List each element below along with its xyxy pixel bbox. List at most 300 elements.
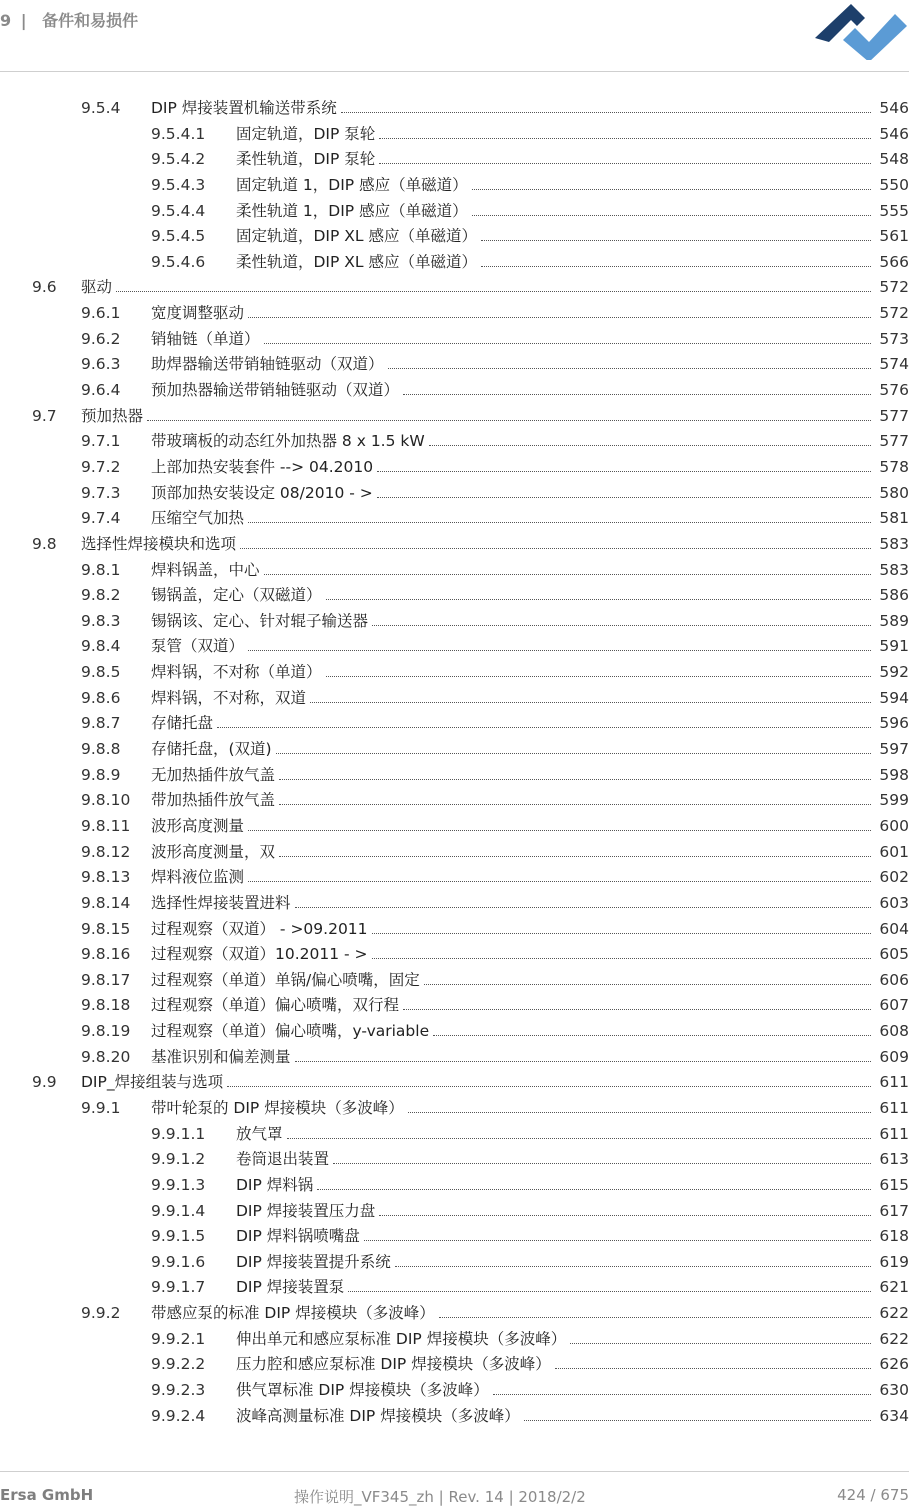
toc-entry-title-line (81, 1070, 871, 1096)
toc-entry-title-line (151, 378, 871, 404)
toc-entry-number: 9.9.1.7 (151, 1278, 206, 1297)
toc-entry-title-line (151, 506, 871, 532)
toc-entry-title: 预加热器 (81, 406, 144, 425)
toc-entry-number: 9.7.3 (81, 483, 121, 502)
toc-entry-title-line (236, 1275, 871, 1301)
header-divider (0, 71, 909, 72)
toc-dot-leader (408, 1111, 871, 1113)
toc-dot-leader (388, 367, 871, 369)
toc-entry-title: 顶部加热安装设定 08/2010 - > (151, 483, 373, 502)
toc-entry-page: 622 (879, 1329, 909, 1348)
toc-entry-title-line (236, 224, 871, 250)
toc-entry-number: 9.8.7 (81, 714, 121, 733)
toc-entry-title: 选择性焊接模块和选项 (81, 534, 237, 553)
toc-entry-page: 577 (879, 406, 909, 425)
toc-dot-leader (377, 496, 871, 498)
chapter-title: 备件和易损件 (42, 11, 139, 30)
toc-entry[interactable] (0, 455, 909, 481)
toc-entry-title-line (151, 429, 871, 455)
toc-entry-number: 9.8.14 (81, 893, 131, 912)
toc-entry[interactable] (0, 1199, 909, 1225)
toc-entry[interactable] (0, 173, 909, 199)
toc-entry-title-line (151, 634, 871, 660)
toc-entry-number: 9.5.4 (81, 99, 121, 117)
toc-entry[interactable] (0, 352, 909, 378)
toc-entry-page: 605 (879, 945, 909, 964)
toc-dot-leader (403, 1008, 871, 1010)
toc-entry-title: DIP 焊接装置提升系统 (236, 1252, 391, 1271)
toc-entry-title-line (236, 199, 871, 225)
toc-entry-title: 过程观察（双道）10.2011 - > (151, 945, 368, 964)
toc-entry-title: 焊料液位监测 (151, 868, 245, 887)
toc-entry[interactable] (0, 275, 909, 301)
toc-entry-page: 602 (879, 868, 909, 887)
toc-entry-number: 9.7 (32, 406, 57, 425)
toc-entry-number: 9.8.10 (81, 791, 131, 810)
toc-entry-title: 柔性轨道，DIP 泵轮 (236, 150, 376, 169)
toc-dot-leader (279, 803, 871, 805)
toc-entry-title: 助焊器输送带销轴链驱动（双道） (151, 355, 384, 374)
toc-entry[interactable] (0, 840, 909, 866)
toc-entry-title-line (151, 352, 871, 378)
toc-entry[interactable] (0, 1122, 909, 1148)
toc-entry-title-line (236, 1250, 871, 1276)
toc-entry-page: 611 (879, 1124, 909, 1143)
toc-entry[interactable] (0, 993, 909, 1019)
toc-dot-leader (403, 393, 871, 395)
toc-entry-title-line (151, 788, 871, 814)
toc-entry-title-line (151, 1045, 871, 1071)
toc-entry-page: 613 (879, 1150, 909, 1169)
toc-entry-number: 9.8.20 (81, 1047, 131, 1066)
chapter-number: 9 (0, 11, 12, 30)
toc-entry[interactable] (0, 224, 909, 250)
toc-entry-number: 9.6.3 (81, 355, 121, 374)
toc-entry-title: 带玻璃板的动态红外加热器 8 x 1.5 kW (151, 432, 425, 451)
toc-entry-title: 固定轨道，DIP 泵轮 (236, 124, 376, 143)
toc-entry-page: 618 (879, 1227, 909, 1246)
toc-entry-title-line (236, 1352, 871, 1378)
toc-dot-leader (439, 1316, 871, 1318)
toc-entry-title-line (151, 609, 871, 635)
toc-entry-page: 555 (879, 201, 909, 220)
toc-entry-title-line (236, 147, 871, 173)
toc-entry-title: 存储托盘 (151, 714, 214, 733)
toc-entry-title-line (151, 840, 871, 866)
toc-entry[interactable] (0, 1045, 909, 1071)
footer-document-info: 操作说明_VF345_zh | Rev. 14 | 2018/2/2 (294, 1488, 586, 1506)
toc-entry-title-line (81, 275, 871, 301)
toc-dot-leader (433, 1034, 871, 1036)
toc-entry-title-line (151, 660, 871, 686)
toc-entry[interactable] (0, 814, 909, 840)
toc-entry-page: 561 (879, 227, 909, 246)
toc-entry-page: 591 (879, 637, 909, 656)
toc-entry-title-line (151, 558, 871, 584)
toc-entry[interactable] (0, 609, 909, 635)
toc-entry-number: 9.8.17 (81, 970, 131, 989)
toc-entry[interactable] (0, 506, 909, 532)
toc-entry-title-line (236, 173, 871, 199)
toc-entry-page: 583 (879, 560, 909, 579)
toc-entry-page: 611 (879, 1073, 909, 1092)
toc-entry[interactable] (0, 327, 909, 353)
toc-entry-number: 9.9.2.2 (151, 1355, 206, 1374)
toc-entry[interactable] (0, 1352, 909, 1378)
toc-dot-leader (279, 778, 871, 780)
toc-entry-title: 波形高度测量 (151, 816, 245, 835)
toc-dot-leader (379, 1214, 871, 1216)
toc-entry-title: 固定轨道 1，DIP 感应（单磁道） (236, 175, 468, 194)
toc-entry-page: 573 (879, 329, 909, 348)
toc-entry-page: 599 (879, 791, 909, 810)
toc-dot-leader (279, 855, 871, 857)
toc-entry-number: 9.8.19 (81, 1022, 131, 1041)
toc-entry-title-line (236, 1173, 871, 1199)
toc-entry-page: 574 (879, 355, 909, 374)
toc-entry[interactable] (0, 147, 909, 173)
toc-entry-title-line (236, 1199, 871, 1225)
toc-entry-page: 609 (879, 1047, 909, 1066)
toc-entry-title: DIP 焊接装置压力盘 (236, 1201, 376, 1220)
toc-entry-title-line (151, 737, 871, 763)
toc-entry-number: 9.5.4.4 (151, 201, 206, 220)
toc-entry-title: 基准识别和偏差测量 (151, 1047, 291, 1066)
toc-entry[interactable] (0, 737, 909, 763)
toc-entry-title: 过程观察（单道）偏心喷嘴，y-variable (151, 1022, 430, 1041)
toc-entry-title-line (151, 968, 871, 994)
toc-entry-page: 621 (879, 1278, 909, 1297)
toc-entry-number: 9.8.8 (81, 740, 121, 759)
toc-entry[interactable] (0, 942, 909, 968)
toc-entry-number: 9.8.12 (81, 842, 131, 861)
toc-entry-title-line (236, 1224, 871, 1250)
toc-entry[interactable] (0, 481, 909, 507)
toc-dot-leader (372, 957, 871, 959)
toc-entry[interactable] (0, 1378, 909, 1404)
footer-company: Ersa GmbH (0, 1486, 94, 1504)
toc-entry-title: 存储托盘，(双道) (151, 740, 272, 759)
toc-entry[interactable] (0, 1404, 909, 1430)
toc-entry-number: 9.9.1.5 (151, 1227, 206, 1246)
toc-entry[interactable] (0, 1250, 909, 1276)
chapter-separator: | (20, 11, 27, 30)
toc-entry-title: 柔性轨道，DIP XL 感应（单磁道） (236, 252, 477, 271)
toc-entry-number: 9.8.15 (81, 919, 131, 938)
toc-entry-title: 选择性焊接装置进料 (151, 893, 291, 912)
toc-entry-title: 过程观察（单道）单锅/偏心喷嘴，固定 (151, 970, 420, 989)
toc-entry[interactable] (0, 968, 909, 994)
toc-entry-page: 546 (879, 99, 909, 117)
toc-entry[interactable] (0, 891, 909, 917)
toc-entry-title: 带加热插件放气盖 (151, 791, 276, 810)
toc-entry-title-line (151, 1019, 871, 1045)
toc-dot-leader (240, 547, 871, 549)
toc-entry-number: 9.6.2 (81, 329, 121, 348)
toc-entry-title: 过程观察（单道）偏心喷嘴，双行程 (151, 996, 400, 1015)
toc-entry-title: 销轴链（单道） (151, 329, 260, 348)
toc-entry-number: 9.5.4.2 (151, 150, 206, 169)
toc-dot-leader (217, 726, 871, 728)
toc-entry[interactable] (0, 558, 909, 584)
toc-entry-title: 无加热插件放气盖 (151, 765, 276, 784)
toc-dot-leader (372, 932, 871, 934)
toc-entry-page: 586 (879, 586, 909, 605)
toc-entry-page: 622 (879, 1304, 909, 1323)
toc-entry-page: 580 (879, 483, 909, 502)
toc-entry-number: 9.6 (32, 278, 57, 297)
toc-entry-title: 带叶轮泵的 DIP 焊接模块（多波峰） (151, 1098, 404, 1117)
toc-entry[interactable] (0, 404, 909, 430)
toc-entry-number: 9.8.9 (81, 765, 121, 784)
toc-dot-leader (364, 1239, 871, 1241)
toc-entry-number: 9.5.4.1 (151, 124, 206, 143)
toc-entry-number: 9.9.1.3 (151, 1175, 206, 1194)
toc-entry[interactable] (0, 532, 909, 558)
toc-entry[interactable] (0, 1070, 909, 1096)
toc-entry-number: 9.9.1.6 (151, 1252, 206, 1271)
toc-dot-leader (317, 1188, 871, 1190)
toc-entry[interactable] (0, 1224, 909, 1250)
toc-entry-page: 550 (879, 175, 909, 194)
toc-entry[interactable] (0, 583, 909, 609)
toc-entry-title: 卷筒退出装置 (236, 1150, 330, 1169)
toc-entry-title-line (236, 122, 871, 148)
toc-dot-leader (264, 573, 871, 575)
toc-entry-page: 606 (879, 970, 909, 989)
toc-dot-leader (481, 239, 871, 241)
toc-entry[interactable] (0, 1019, 909, 1045)
toc-dot-leader (248, 880, 871, 882)
toc-entry[interactable] (0, 96, 909, 122)
toc-entry-title-line (151, 891, 871, 917)
toc-entry-title-line (151, 455, 871, 481)
toc-entry[interactable] (0, 122, 909, 148)
toc-dot-leader (379, 137, 871, 139)
toc-entry[interactable] (0, 301, 909, 327)
toc-entry-page: 572 (879, 278, 909, 297)
toc-entry-number: 9.7.4 (81, 509, 121, 528)
toc-entry-page: 630 (879, 1381, 909, 1400)
toc-dot-leader (493, 1393, 871, 1395)
toc-entry-page: 548 (879, 150, 909, 169)
toc-entry-page: 566 (879, 252, 909, 271)
toc-dot-leader (481, 265, 871, 267)
toc-entry-title-line (236, 1147, 871, 1173)
toc-entry-title: DIP 焊接装置泵 (236, 1278, 345, 1297)
toc-dot-leader (310, 701, 871, 703)
toc-dot-leader (372, 624, 871, 626)
toc-entry-page: 597 (879, 740, 909, 759)
toc-entry-title-line (151, 96, 871, 122)
toc-entry-number: 9.9.1.4 (151, 1201, 206, 1220)
toc-entry-title-line (151, 1096, 871, 1122)
toc-entry-title: 波形高度测量，双 (151, 842, 276, 861)
toc-entry-title: 宽度调整驱动 (151, 304, 245, 323)
toc-entry-title: 焊料锅，不对称（单道） (151, 663, 322, 682)
toc-entry-page: 592 (879, 663, 909, 682)
toc-entry-title: 固定轨道，DIP XL 感应（单磁道） (236, 227, 477, 246)
toc-entry-page: 546 (879, 124, 909, 143)
toc-entry-title-line (151, 763, 871, 789)
toc-entry-number: 9.6.4 (81, 381, 121, 400)
toc-entry-page: 594 (879, 688, 909, 707)
toc-entry-page: 634 (879, 1406, 909, 1425)
toc-entry-title-line (151, 583, 871, 609)
toc-dot-leader (295, 906, 871, 908)
toc-entry-number: 9.8.3 (81, 611, 121, 630)
toc-dot-leader (326, 675, 871, 677)
toc-dot-leader (524, 1419, 871, 1421)
toc-entry-page: 601 (879, 842, 909, 861)
toc-entry-title: DIP 焊接装置机输送带系统 (151, 99, 337, 117)
toc-dot-leader (227, 1085, 871, 1087)
toc-entry-title-line (151, 814, 871, 840)
toc-dot-leader (264, 342, 871, 344)
toc-entry-number: 9.7.2 (81, 457, 121, 476)
toc-entry-number: 9.9.1.2 (151, 1150, 206, 1169)
toc-dot-leader (429, 444, 871, 446)
toc-entry-title: 波峰高测量标准 DIP 焊接模块（多波峰） (236, 1406, 520, 1425)
toc-dot-leader (395, 1265, 871, 1267)
footer-page-number: 424 / 675 (837, 1486, 909, 1504)
toc-entry[interactable] (0, 788, 909, 814)
toc-entry-page: 577 (879, 432, 909, 451)
toc-entry[interactable] (0, 634, 909, 660)
toc-entry[interactable] (0, 763, 909, 789)
toc-dot-leader (248, 521, 871, 523)
toc-entry-title: 放气罩 (236, 1124, 283, 1143)
toc-entry-title: DIP 焊料锅喷嘴盘 (236, 1227, 360, 1246)
toc-entry-number: 9.6.1 (81, 304, 121, 323)
toc-entry-title-line (151, 686, 871, 712)
toc-entry-title: 压力腔和感应泵标准 DIP 焊接模块（多波峰） (236, 1355, 551, 1374)
toc-entry-number: 9.8 (32, 534, 57, 553)
toc-entry-title: 上部加热安装套件 --> 04.2010 (151, 457, 374, 476)
page-header (0, 0, 909, 72)
toc-dot-leader (348, 1290, 871, 1292)
toc-dot-leader (116, 290, 871, 292)
toc-entry-number: 9.9.2.1 (151, 1329, 206, 1348)
toc-dot-leader (341, 111, 871, 113)
toc-entry-page: 576 (879, 381, 909, 400)
toc-entry-page: 607 (879, 996, 909, 1015)
toc-dot-leader (555, 1367, 871, 1369)
toc-entry[interactable] (0, 378, 909, 404)
toc-entry[interactable] (0, 917, 909, 943)
toc-entry-title: 焊料锅，不对称，双道 (151, 688, 307, 707)
toc-dot-leader (295, 1060, 871, 1062)
toc-entry-number: 9.8.13 (81, 868, 131, 887)
toc-entry-title-line (151, 917, 871, 943)
toc-entry-title-line (151, 1301, 871, 1327)
toc-entry-title-line (236, 1122, 871, 1148)
toc-dot-leader (472, 214, 871, 216)
toc-entry-page: 596 (879, 714, 909, 733)
toc-entry-title: 驱动 (81, 278, 113, 297)
toc-entry-page: 615 (879, 1175, 909, 1194)
toc-entry[interactable] (0, 199, 909, 225)
toc-entry-title-line (151, 865, 871, 891)
toc-dot-leader (472, 188, 871, 190)
toc-entry[interactable] (0, 1173, 909, 1199)
toc-entry[interactable] (0, 711, 909, 737)
toc-entry-page: 578 (879, 457, 909, 476)
page-footer (0, 1486, 909, 1508)
toc-dot-leader (248, 316, 871, 318)
toc-entry-number: 9.5.4.6 (151, 252, 206, 271)
toc-entry-title-line (151, 327, 871, 353)
toc-entry-number: 9.8.11 (81, 816, 131, 835)
toc-entry-number: 9.7.1 (81, 432, 121, 451)
toc-entry-page: 604 (879, 919, 909, 938)
toc-dot-leader (377, 470, 871, 472)
toc-entry-title: 伸出单元和感应泵标准 DIP 焊接模块（多波峰） (236, 1329, 567, 1348)
toc-entry[interactable] (0, 686, 909, 712)
toc-entry-title-line (151, 711, 871, 737)
toc-entry-title-line (151, 301, 871, 327)
toc-entry-page: 589 (879, 611, 909, 630)
table-of-contents (0, 96, 909, 1429)
toc-entry-title: 过程观察（双道） - >09.2011 (151, 919, 368, 938)
toc-entry[interactable] (0, 429, 909, 455)
toc-dot-leader (570, 1342, 871, 1344)
toc-entry[interactable] (0, 1301, 909, 1327)
toc-entry-title: 锡锅该、定心、针对辊子输送器 (151, 611, 369, 630)
toc-entry-number: 9.8.16 (81, 945, 131, 964)
toc-entry[interactable] (0, 1275, 909, 1301)
toc-entry-number: 9.8.2 (81, 586, 121, 605)
toc-entry-title-line (236, 1404, 871, 1430)
toc-entry-page: 598 (879, 765, 909, 784)
toc-entry[interactable] (0, 660, 909, 686)
toc-entry-number: 9.9.2.4 (151, 1406, 206, 1425)
toc-entry-title-line (236, 250, 871, 276)
ersa-logo-icon (813, 0, 909, 60)
toc-entry-title-line (151, 481, 871, 507)
toc-entry-title-line (151, 993, 871, 1019)
toc-entry[interactable] (0, 1327, 909, 1353)
toc-entry-number: 9.8.4 (81, 637, 121, 656)
toc-dot-leader (379, 162, 871, 164)
toc-entry-number: 9.8.18 (81, 996, 131, 1015)
toc-entry-title: 带感应泵的标准 DIP 焊接模块（多波峰） (151, 1304, 435, 1323)
toc-entry-number: 9.8.5 (81, 663, 121, 682)
chapter-heading (0, 8, 138, 31)
toc-entry-page: 600 (879, 816, 909, 835)
toc-entry[interactable] (0, 1096, 909, 1122)
toc-entry-title: DIP_焊接组装与选项 (81, 1073, 224, 1092)
toc-entry-title: 焊料锅盖，中心 (151, 560, 260, 579)
toc-dot-leader (248, 649, 871, 651)
toc-entry-title-line (81, 532, 871, 558)
toc-dot-leader (276, 752, 871, 754)
toc-entry[interactable] (0, 1147, 909, 1173)
toc-entry-title: 预加热器输送带销轴链驱动（双道） (151, 381, 400, 400)
toc-entry-number: 9.8.1 (81, 560, 121, 579)
toc-entry[interactable] (0, 250, 909, 276)
toc-entry-number: 9.5.4.5 (151, 227, 206, 246)
toc-entry[interactable] (0, 865, 909, 891)
toc-entry-number: 9.5.4.3 (151, 175, 206, 194)
toc-entry-title-line (81, 404, 871, 430)
toc-entry-number: 9.9.1.1 (151, 1124, 206, 1143)
toc-entry-title: 锡锅盖，定心（双磁道） (151, 586, 322, 605)
toc-dot-leader (326, 598, 871, 600)
toc-entry-page: 572 (879, 304, 909, 323)
toc-entry-number: 9.9.2.3 (151, 1381, 206, 1400)
toc-entry-page: 617 (879, 1201, 909, 1220)
